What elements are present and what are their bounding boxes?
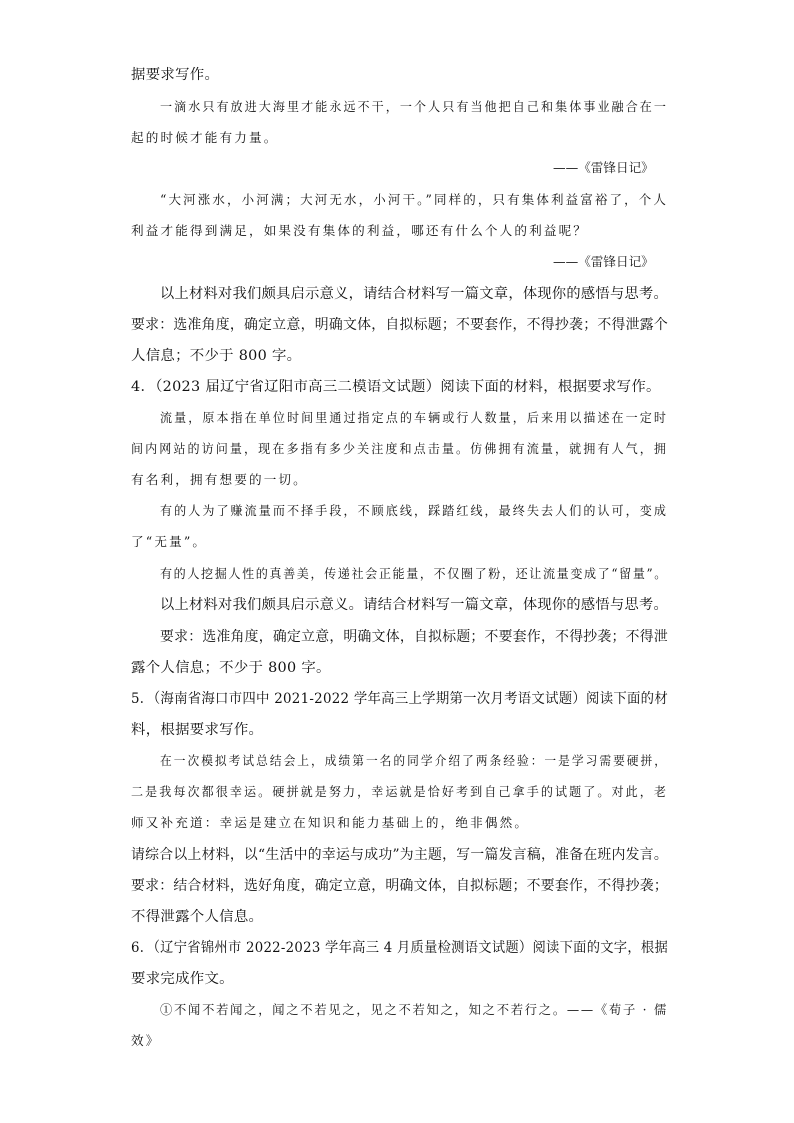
q4-para1-line-2: 间内网站的访问量，现在多指有多少关注度和点击量。仿佛拥有流量，就拥有人气，拥 bbox=[131, 441, 669, 456]
q5-heading-line-2: 料，根据要求写作。 bbox=[131, 722, 264, 738]
q5-para1-line-1: 在一次模拟考试总结会上，成绩第一名的同学介绍了两条经验：一是学习需要硬拼， bbox=[160, 753, 668, 768]
q4-para2-line-2: 了“无量”。 bbox=[131, 534, 208, 549]
q5-requirement-line-1: 要求：结合材料，选好角度，确定立意，明确文体，自拟标题；不要套作，不得抄袭； bbox=[131, 878, 668, 894]
q4-para1-line-1: 流量，原本指在单位时间里通过指定点的车辆或行人数量，后来用以描述在一定时 bbox=[160, 410, 669, 425]
q4-requirement-line-2: 露个人信息；不少于 800 字。 bbox=[131, 660, 331, 676]
q5-heading-line-1: 5．（海南省海口市四中 2021-2022 学年高三上学期第一次月考语文试题）阅读下面的材 bbox=[131, 691, 669, 707]
q5-para1-line-3: 师又补充道：幸运是建立在知识和能力基础上的，绝非偶然。 bbox=[131, 815, 530, 830]
block3-instruction: 以上材料对我们颇具启示意义，请结合材料写一篇文章，体现你的感悟与思考。 bbox=[160, 286, 669, 302]
quote1-line-1: 一滴水只有放进大海里才能永远不干，一个人只有当他把自己和集体事业融合在一 bbox=[160, 99, 669, 114]
q5-instruction: 请综合以上材料，以“生活中的幸运与成功”为主题，写一篇发言稿，准备在班内发言。 bbox=[131, 847, 669, 863]
quote1-line-2: 起的时候才能有力量。 bbox=[131, 130, 279, 145]
q4-heading: 4．（2023 届辽宁省辽阳市高三二模语文试题）阅读下面的材料，根据要求写作。 bbox=[131, 379, 661, 395]
q4-para1-line-3: 有名利，拥有想要的一切。 bbox=[131, 472, 308, 487]
quote2-line-1: “大河涨水，小河满；大河无水，小河干。”同样的，只有集体利益富裕了，个人 bbox=[160, 192, 669, 207]
q6-heading-line-2: 要求完成作文。 bbox=[131, 971, 234, 987]
q4-instruction: 以上材料对我们颇具启示意义。请结合材料写一篇文章，体现你的感悟与思考。 bbox=[160, 597, 669, 613]
q4-para2-line-1: 有的人为了赚流量而不择手段，不顾底线，踩踏红线，最终失去人们的认可，变成 bbox=[160, 503, 669, 518]
q5-para1-line-2: 二是我每次都很幸运。硬拼就是努力，幸运就是恰好考到自己拿手的试题了。对此，老 bbox=[131, 784, 669, 799]
quote2-source: ——《雷锋日记》 bbox=[553, 254, 654, 269]
block3-requirement-line-1: 要求：选准角度，确定立意，明确文体，自拟标题；不要套作，不得抄袭；不得泄露个 bbox=[131, 317, 668, 333]
q4-para3-line-1: 有的人挖掘人性的真善美，传递社会正能量，不仅圈了粉，还让流量变成了“留量”。 bbox=[160, 566, 668, 581]
q6-item1-line-1: ①不闻不若闻之，闻之不若见之，见之不若知之，知之不若行之。——《荀子 · 儒 bbox=[160, 1002, 669, 1017]
q4-requirement-line-1: 要求：选准角度，确定立意，明确文体，自拟标题；不要套作，不得抄袭；不得泄 bbox=[160, 629, 668, 645]
q6-item1-line-2: 效》 bbox=[131, 1033, 161, 1048]
block3-requirement-line-2: 人信息；不少于 800 字。 bbox=[131, 348, 302, 364]
q6-heading-line-1: 6．（辽宁省锦州市 2022-2023 学年高三 4 月质量检测语文试题）阅读下面的文字，根据 bbox=[131, 940, 669, 956]
intro-tail-text: 据要求写作。 bbox=[131, 67, 220, 83]
q5-requirement-line-2: 不得泄露个人信息。 bbox=[131, 909, 264, 925]
quote2-line-2: 利益才能得到满足，如果没有集体的利益，哪还有什么个人的利益呢？ bbox=[131, 223, 589, 238]
quote1-source: ——《雷锋日记》 bbox=[553, 160, 654, 175]
